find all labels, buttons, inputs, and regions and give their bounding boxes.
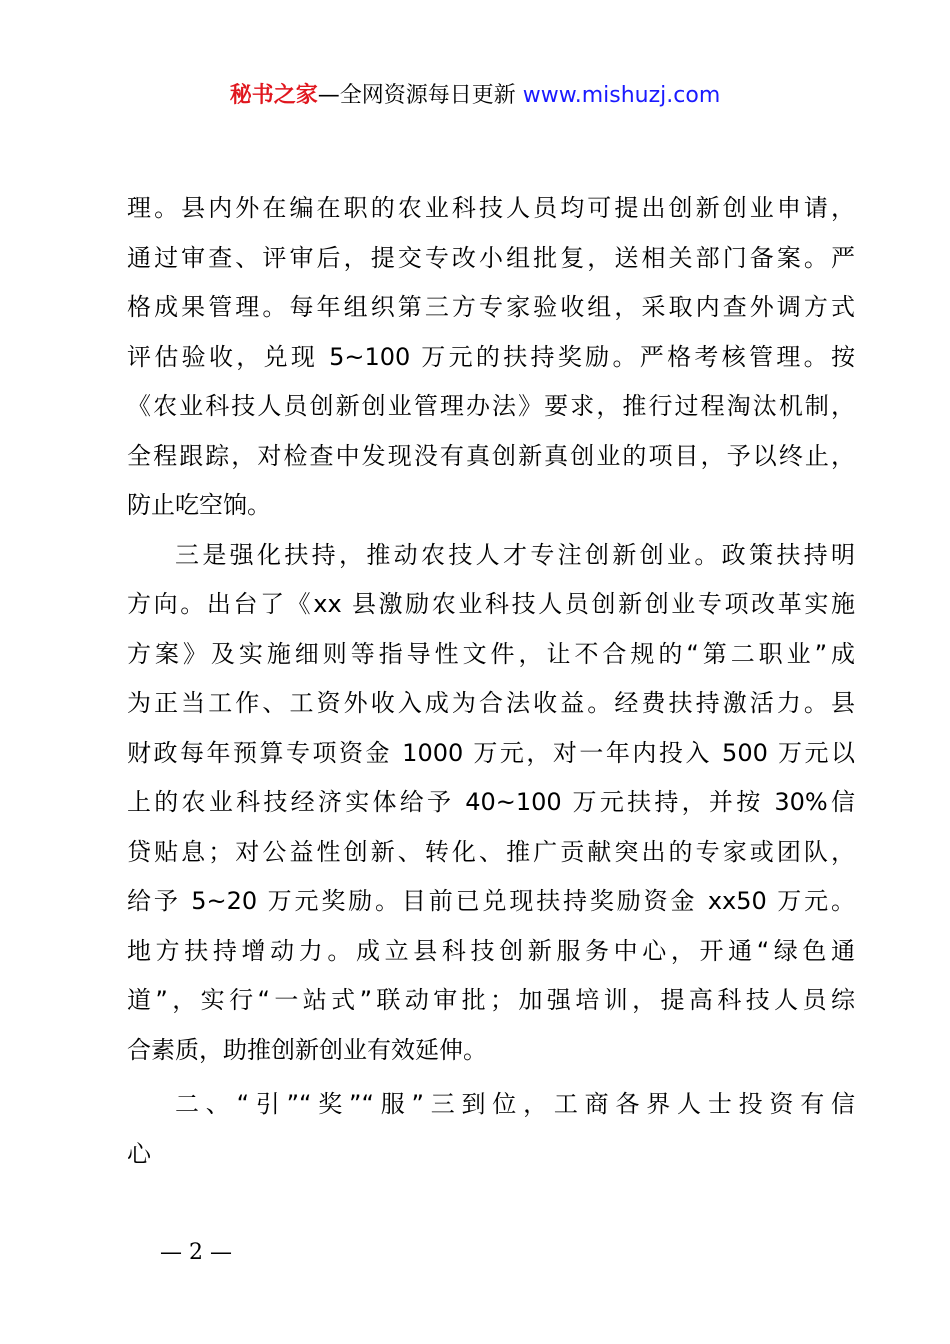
text-line: 三是强化扶持，推动农技人才专注创新创业。政策扶持明 [175,540,855,569]
header-tagline: —全网资源每日更新 [317,83,523,108]
text-line: 《农业科技人员创新创业管理办法》要求，推行过程淘汰机制， [127,392,855,420]
text-line: 贷贴息；对公益性创新、转化、推广贡献突出的专家或团队， [127,837,855,866]
site-url[interactable]: www.mishuzj.com [522,83,721,108]
text-line: 合素质，助推创新创业有效延伸。 [127,1035,487,1064]
text-line: 理。县内外在编在职的农业科技人员均可提出创新创业申请， [127,194,855,222]
text-line: 道”，实行“一站式”联动审批；加强培训，提高科技人员综 [127,986,855,1014]
text-line: 防止吃空饷。 [127,491,271,519]
paragraph-1 [127,184,855,531]
heading-line: 心 [127,1139,151,1168]
text-line: 格成果管理。每年组织第三方专家验收组，采取内查外调方式 [127,293,855,321]
page-number: — 2 — [160,1240,232,1265]
section-heading [127,1080,855,1179]
heading-line: 二、“引”“奖”“服”三到位，工商各界人士投资有信 [175,1090,855,1118]
text-line: 方案》及实施细则等指导性文件，让不合规的“第二职业”成 [127,639,855,668]
text-line: 通过审查、评审后，提交专改小组批复，送相关部门备案。严 [127,243,855,272]
paragraph-2 [127,531,855,1076]
text-line: 上的农业科技经济实体给予 40~100 万元扶持，并按 30%信 [127,788,855,816]
text-line: 全程跟踪，对检查中发现没有真创新真创业的项目，予以终止， [127,441,855,470]
site-header [0,80,950,112]
brand-name: 秘书之家 [229,83,318,108]
text-line: 地方扶持增动力。成立县科技创新服务中心，开通“绿色通 [127,936,855,965]
document-body [127,184,855,1075]
text-line: 方向。出台了《xx 县激励农业科技人员创新创业专项改革实施 [127,590,855,618]
text-line: 评估验收，兑现 5~100 万元的扶持奖励。严格考核管理。按 [127,342,855,371]
text-line: 给予 5~20 万元奖励。目前已兑现扶持奖励资金 xx50 万元。 [127,887,855,915]
text-line: 财政每年预算专项资金 1000 万元，对一年内投入 500 万元以 [127,738,855,767]
text-line: 为正当工作、工资外收入成为合法收益。经费扶持激活力。县 [127,689,855,717]
